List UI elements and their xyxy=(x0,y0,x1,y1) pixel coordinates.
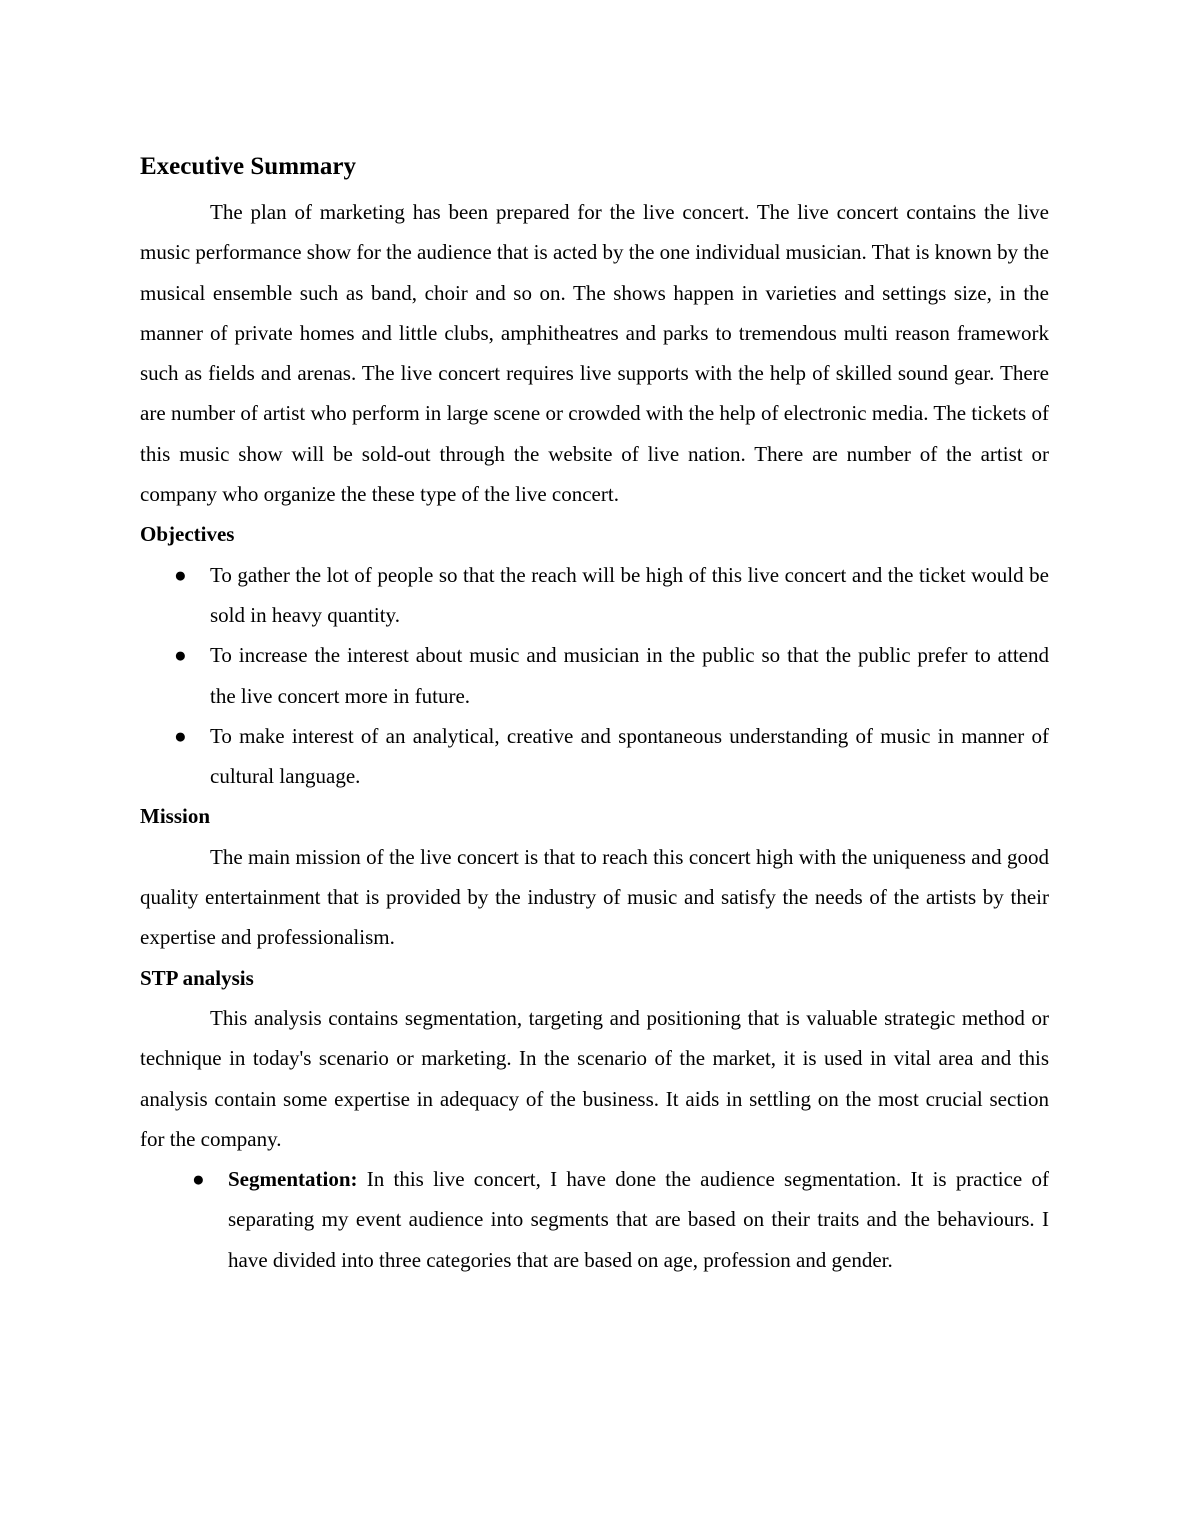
stp-heading: STP analysis xyxy=(140,965,254,990)
document-page xyxy=(140,150,1049,1280)
objective-text: To gather the lot of people so that the reach will be high of this live concert and the ticket would be sold in heavy quantity. xyxy=(210,562,1049,627)
mission-paragraph: The main mission of the live concert is that to reach this concert high with the uniqueness and good quality entertainment that is provided by the industry of music and satisfy the needs of the artists by their expertise and professionalism. xyxy=(140,844,1049,950)
objectives-list xyxy=(140,555,1049,797)
summary-paragraph: The plan of marketing has been prepared for the live concert. The live concert contains the live music performance show for the audience that is acted by the one individual musician. That is known by the musical ensemble such as band, choir and so on. The shows happen in varieties and settings size, in the manner of private homes and little clubs, amphitheatres and parks to tremendous multi reason framework such as fields and arenas. The live concert requires live supports with the help of skilled sound gear. There are number of artist who perform in large scene or crowded with the help of electronic media. The tickets of this music show will be sold-out through the website of live nation. There are number of the artist or company who organize the these type of the live concert. xyxy=(140,200,1049,507)
objective-text: To make interest of an analytical, creative and spontaneous understanding of music in manner of cultural language. xyxy=(210,723,1049,789)
segmentation-text: In this live concert, I have done the audience segmentation. It is practice of separating my event audience into segments that are based on their traits and the behaviours. I have divided into three categories that are based on age, profession and gender. xyxy=(228,1167,1049,1272)
list-item xyxy=(140,635,1049,716)
stp-paragraph: This analysis contains segmentation, targeting and positioning that is valuable strategic method or technique in today's scenario or marketing. In the scenario of the market, it is used in vital area and this analysis contain some expertise in adequacy of the business. It aids in settling on the most crucial section for the company. xyxy=(140,1005,1049,1151)
bullet-icon: ● xyxy=(174,643,187,668)
mission-heading: Mission xyxy=(140,804,211,829)
bullet-icon: ● xyxy=(192,1167,205,1192)
bullet-icon: ● xyxy=(174,723,187,748)
segmentation-label: Segmentation: xyxy=(228,1167,358,1192)
list-item xyxy=(140,555,1049,636)
objective-text: To increase the interest about music and musician in the public so that the public prefer to attend the live concert more in future. xyxy=(210,643,1049,708)
stp-list xyxy=(140,1159,1049,1280)
list-item xyxy=(140,716,1049,797)
list-item xyxy=(140,1159,1049,1280)
bullet-icon: ● xyxy=(174,562,187,587)
page-title: Executive Summary xyxy=(140,153,356,180)
objectives-heading: Objectives xyxy=(140,522,235,547)
